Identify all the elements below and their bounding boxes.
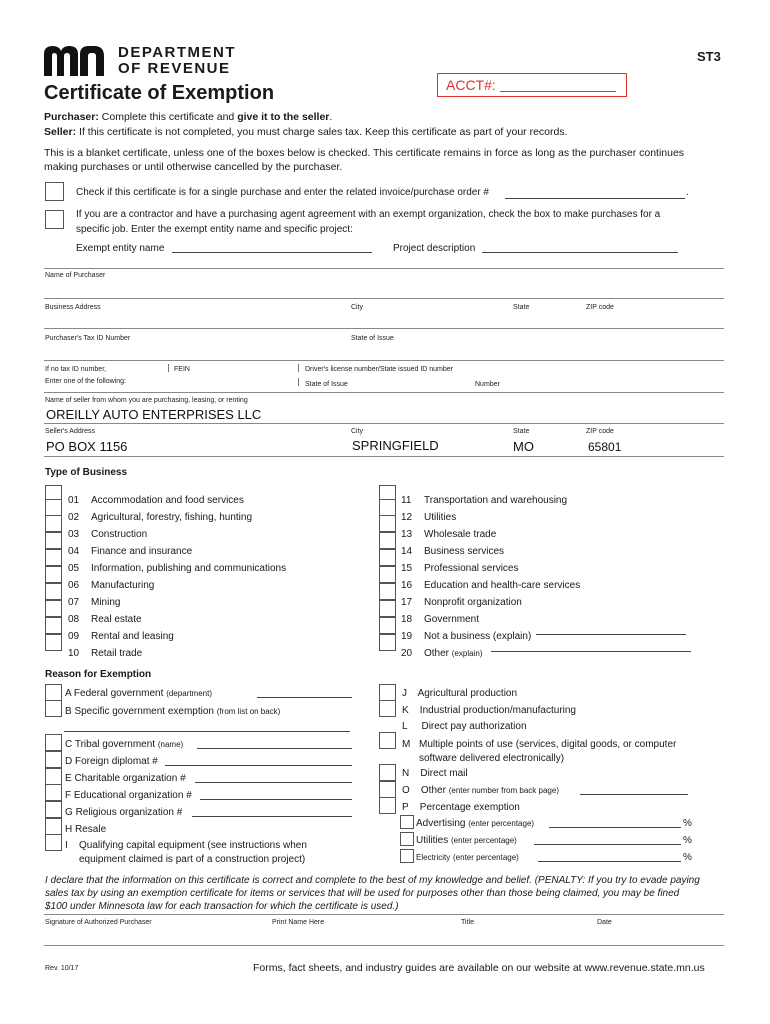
seller-label: Seller: (44, 126, 77, 138)
business-type-label: Business services (424, 546, 505, 557)
business-type-checkbox-08[interactable] (45, 600, 62, 617)
business-type-label: Agricultural, forestry, fishing, hunting (91, 512, 253, 523)
reason-n-checkbox[interactable] (379, 764, 396, 781)
business-type-checkbox-15[interactable] (379, 549, 396, 566)
signature-input[interactable] (45, 928, 725, 944)
reason-m-checkbox[interactable] (379, 732, 396, 749)
seller-name-label: Name of seller from whom you are purchasing, leasing, or renting (45, 397, 248, 404)
business-type-number: 09 (68, 631, 80, 642)
business-type-label: Not a business (explain) (424, 631, 532, 642)
reason-n: N Direct mail (402, 768, 468, 779)
business-type-number: 04 (68, 546, 80, 557)
date-label: Date (597, 919, 612, 926)
logo-line1: DEPARTMENT (118, 44, 237, 61)
business-type-number: 08 (68, 614, 80, 625)
reason-i-letter: I (65, 840, 68, 851)
business-type-label: Education and health-care services (424, 580, 581, 591)
seller-city-value[interactable]: SPRINGFIELD (352, 438, 439, 453)
single-purchase-checkbox[interactable] (45, 182, 64, 201)
acct-box[interactable] (437, 73, 627, 97)
advertising-label: Advertising (enter percentage) (416, 818, 535, 829)
reason-c: C Tribal government (name) (65, 739, 184, 750)
form-code: ST3 (697, 49, 721, 64)
state-of-issue-label: State of Issue (351, 335, 394, 342)
reason-i-line1: Qualifying capital equipment (see instructions when (79, 840, 307, 851)
business-heading: Type of Business (45, 467, 128, 478)
electricity-line[interactable] (538, 861, 681, 862)
business-type-number: 11 (401, 495, 412, 506)
reason-j-checkbox[interactable] (379, 684, 396, 701)
dl-number-label: Number (475, 381, 500, 388)
reason-g: G Religious organization # (65, 807, 183, 818)
business-type-number: 19 (401, 631, 413, 642)
purchaser-instruction: Purchaser: Complete this certificate and give it to the seller. (44, 111, 333, 123)
business-type-checkbox-16[interactable] (379, 566, 396, 583)
reason-a: A Federal government (department) (65, 688, 212, 699)
reason-g-checkbox[interactable] (45, 801, 62, 818)
reason-heading: Reason for Exemption (45, 669, 152, 680)
dl-label: Driver's license number/State issued ID number (305, 366, 454, 373)
fein-label: FEIN (174, 366, 190, 373)
business-type-checkbox-03[interactable] (45, 515, 62, 532)
business-type-number: 06 (68, 580, 80, 591)
business-type-label: Real estate (91, 614, 142, 625)
revision-label: Rev. 10/17 (45, 965, 79, 972)
electricity-checkbox[interactable] (400, 849, 414, 863)
business-type-checkbox-14[interactable] (379, 532, 396, 549)
single-purchase-label: Check if this certificate is for a single purchase and enter the related invoice/purchase order # (76, 187, 489, 198)
business-type-checkbox-04[interactable] (45, 532, 62, 549)
rule-1 (44, 268, 724, 269)
title-label: Title (461, 919, 474, 926)
reason-d-line[interactable] (165, 765, 352, 766)
business-type-label: Transportation and warehousing (424, 495, 568, 506)
purchaser-name-label: Name of Purchaser (45, 272, 106, 279)
business-type-checkbox-06[interactable] (45, 566, 62, 583)
contractor-checkbox[interactable] (45, 210, 64, 229)
reason-d-checkbox[interactable] (45, 751, 62, 768)
purchaser-bold: give it to the seller (237, 111, 330, 123)
rule-4 (44, 360, 724, 361)
exempt-entity-label: Exempt entity name (76, 243, 165, 254)
business-type-checkbox-02[interactable] (45, 499, 62, 516)
city-label: City (351, 304, 364, 311)
reason-a-line[interactable] (257, 697, 352, 698)
business-type-label: Mining (91, 597, 121, 608)
reason-h-checkbox[interactable] (45, 818, 62, 835)
business-type-number: 07 (68, 597, 80, 608)
reason-a-checkbox[interactable] (45, 684, 62, 701)
seller-address-value[interactable]: PO BOX 1156 (46, 439, 128, 454)
business-address-label: Business Address (45, 304, 101, 311)
explain-20-line[interactable] (491, 651, 691, 652)
signature-bottom-rule (44, 945, 724, 946)
footer-info: Forms, fact sheets, and industry guides are available on our website at www.revenue.state.mn.us (253, 962, 705, 974)
reason-c-line[interactable] (197, 748, 352, 749)
business-type-number: 12 (401, 512, 413, 523)
business-type-label: Wholesale trade (424, 529, 497, 540)
utilities-checkbox[interactable] (400, 832, 414, 846)
seller-state-label: State (513, 428, 530, 435)
seller-address-label: Seller's Address (45, 428, 95, 435)
business-type-label: Nonprofit organization (424, 597, 522, 608)
business-type-number: 03 (68, 529, 80, 540)
reason-f-line[interactable] (200, 799, 352, 800)
business-type-checkbox-20[interactable] (379, 634, 396, 651)
business-type-number: 16 (401, 580, 413, 591)
acct-label: ACCT#: (446, 77, 496, 93)
logo-line2: OF REVENUE (118, 60, 231, 77)
business-type-label: Rental and leasing (91, 631, 174, 642)
reason-e-checkbox[interactable] (45, 768, 62, 785)
business-type-label: Accommodation and food services (91, 495, 244, 506)
advertising-pct: % (683, 818, 692, 829)
business-type-checkbox-10[interactable] (45, 634, 62, 651)
business-type-label: Finance and insurance (91, 546, 193, 557)
no-tax-id-line1: If no tax ID number, (45, 366, 107, 373)
business-type-label: Manufacturing (91, 580, 155, 591)
reason-g-line[interactable] (192, 816, 352, 817)
fein-divider (168, 364, 169, 372)
reason-k: K Industrial production/manufacturing (402, 705, 576, 716)
business-type-number: 02 (68, 512, 80, 523)
reason-m-line1: Multiple points of use (services, digital goods, or computer (419, 739, 677, 750)
seller-zip-value[interactable]: 65801 (588, 440, 622, 454)
declaration-line1: I declare that the information on this certificate is correct and complete to the best of my knowledge and belief. (PENALTY: If you try to evade paying (45, 875, 700, 886)
business-type-checkbox-13[interactable] (379, 515, 396, 532)
business-type-number: 13 (401, 529, 413, 540)
signature-label: Signature of Authorized Purchaser (45, 919, 152, 926)
explain-19-line[interactable] (536, 634, 686, 635)
seller-zip-label: ZIP code (586, 428, 614, 435)
blanket-line1: This is a blanket certificate, unless one of the boxes below is checked. This certificate remains in force as long as the purchaser continues (44, 147, 685, 159)
declaration-line3: $100 under Minnesota law for each transaction for which the certificate is used.) (45, 901, 399, 912)
business-type-number: 14 (401, 546, 413, 557)
seller-instruction (44, 126, 568, 138)
electricity-pct: % (683, 852, 692, 863)
project-desc-line[interactable] (482, 252, 678, 253)
blanket-line2: making purchases or until otherwise cancelled by the purchaser. (44, 161, 343, 173)
utilities-label: Utilities (enter percentage) (416, 835, 517, 846)
reason-j: J Agricultural production (402, 688, 518, 699)
reason-k-checkbox[interactable] (379, 700, 396, 717)
business-type-checkbox-19[interactable] (379, 617, 396, 634)
business-type-number: 10 (68, 648, 80, 659)
reason-p: P Percentage exemption (402, 802, 520, 813)
purchaser-label: Purchaser: (44, 111, 99, 123)
business-type-number: 20 (401, 648, 413, 659)
reason-p-checkbox[interactable] (379, 797, 396, 814)
reason-b-line[interactable] (64, 731, 350, 732)
dl-divider (298, 364, 299, 372)
electricity-label: Electricity (enter percentage) (416, 853, 519, 862)
dl-divider-2 (298, 378, 299, 386)
reason-o: O Other (enter number from back page) (402, 785, 559, 796)
purchaser-text: Complete this certificate and (101, 111, 235, 123)
rule-6 (44, 423, 724, 424)
business-type-checkbox-07[interactable] (45, 583, 62, 600)
reason-i-line2: equipment claimed is part of a construction project) (79, 854, 306, 865)
business-type-number: 05 (68, 563, 80, 574)
reason-o-line[interactable] (580, 794, 688, 795)
tax-id-label: Purchaser's Tax ID Number (45, 335, 131, 342)
reason-b-checkbox[interactable] (45, 700, 62, 717)
advertising-line[interactable] (549, 827, 681, 828)
contractor-line1: If you are a contractor and have a purchasing agent agreement with an exempt organization, check the box to make purchases for a (76, 209, 661, 220)
business-type-label: Professional services (424, 563, 519, 574)
zip-label: ZIP code (586, 304, 614, 311)
reason-e: E Charitable organization # (65, 773, 186, 784)
reason-f: F Educational organization # (65, 790, 192, 801)
business-type-number: 17 (401, 597, 413, 608)
mn-logo (44, 44, 244, 78)
business-type-checkbox-05[interactable] (45, 549, 62, 566)
business-type-number: 01 (68, 495, 80, 506)
utilities-pct: % (683, 835, 692, 846)
signature-rule (44, 914, 724, 915)
rule-3 (44, 328, 724, 329)
reason-f-checkbox[interactable] (45, 784, 62, 801)
reason-c-checkbox[interactable] (45, 734, 62, 751)
business-type-number: 18 (401, 614, 413, 625)
reason-h: H Resale (65, 824, 107, 835)
page-title: Certificate of Exemption (44, 82, 275, 104)
advertising-checkbox[interactable] (400, 815, 414, 829)
seller-text: If this certificate is not completed, you must charge sales tax. Keep this certificate as part of your records. (79, 126, 568, 138)
business-type-checkbox-09[interactable] (45, 617, 62, 634)
business-type-label: Government (424, 614, 480, 625)
reason-m-line2: software delivered electronically) (419, 753, 565, 764)
business-type-checkbox-17[interactable] (379, 583, 396, 600)
utilities-line[interactable] (534, 844, 681, 845)
acct-underline (500, 91, 616, 92)
reason-b: B Specific government exemption (from list on back) (65, 706, 281, 717)
business-type-label: Other (explain) (424, 648, 483, 659)
state-label: State (513, 304, 530, 311)
reason-m-letter: M (402, 739, 411, 750)
print-name-label: Print Name Here (272, 919, 325, 926)
declaration-line2: sales tax by using an exemption certificate for items or services that will be used for purposes other than those being claimed, you may be fined (45, 888, 680, 899)
reason-o-checkbox[interactable] (379, 781, 396, 798)
business-type-checkbox-18[interactable] (379, 600, 396, 617)
seller-state-value[interactable]: MO (513, 439, 534, 454)
reason-l: L Direct pay authorization (402, 721, 527, 732)
rule-5 (44, 392, 724, 393)
project-desc-label: Project description (393, 243, 476, 254)
no-tax-id-line2: Enter one of the following: (45, 378, 126, 385)
business-type-label: Information, publishing and communications (91, 563, 287, 574)
rule-7 (44, 456, 724, 457)
reason-d: D Foreign diplomat # (65, 756, 158, 767)
seller-city-label: City (351, 428, 364, 435)
business-type-checkbox-12[interactable] (379, 499, 396, 516)
rule-2 (44, 298, 724, 299)
contractor-line2: specific job. Enter the exempt entity name and specific project: (76, 224, 353, 235)
business-type-label: Construction (91, 529, 148, 540)
reason-e-line[interactable] (195, 782, 352, 783)
invoice-number-line[interactable] (505, 198, 685, 199)
business-type-label: Utilities (424, 512, 457, 523)
purchaser-name-input[interactable] (45, 282, 724, 298)
business-type-number: 15 (401, 563, 413, 574)
reason-i-checkbox[interactable] (45, 834, 62, 851)
dl-state-label: State of Issue (305, 381, 348, 388)
mn-logo-icon (44, 46, 112, 76)
exempt-entity-line[interactable] (172, 252, 372, 253)
seller-name-value[interactable]: OREILLY AUTO ENTERPRISES LLC (46, 407, 262, 422)
business-type-label: Retail trade (91, 648, 143, 659)
